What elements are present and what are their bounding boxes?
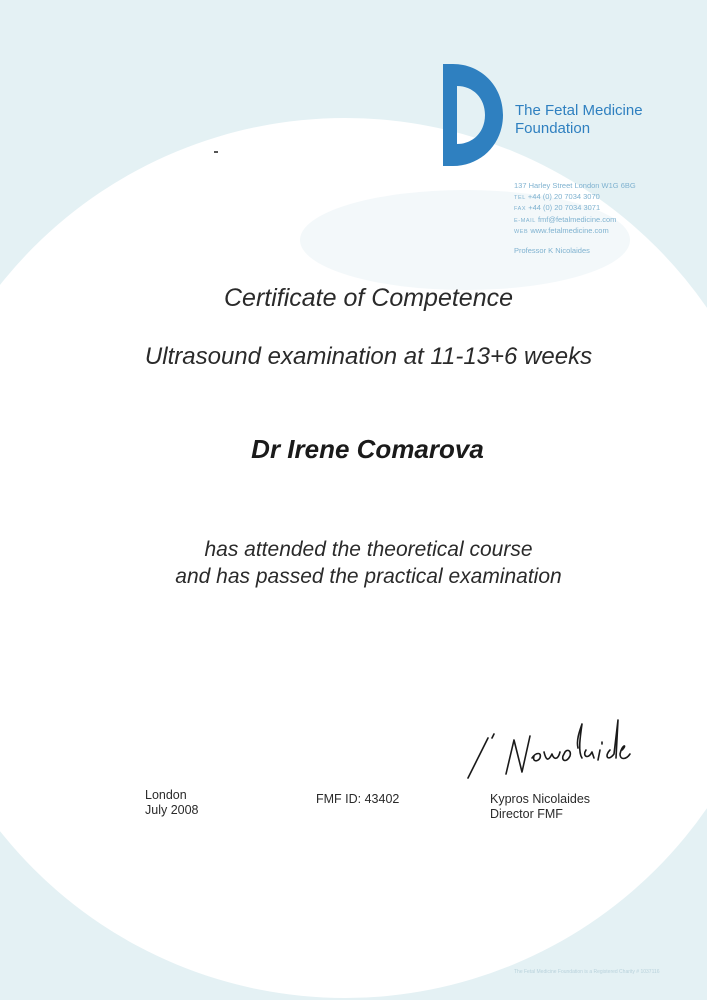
footer-city: London	[145, 788, 187, 802]
tel-label: TEL	[514, 194, 526, 201]
fax-label: FAX	[514, 206, 527, 212]
fmf-id: FMF ID: 43402	[316, 792, 400, 806]
speck-mark	[214, 151, 218, 153]
tel-value: +44 (0) 20 7034 3070	[527, 191, 600, 201]
web-row	[514, 226, 636, 238]
signature-image	[462, 700, 634, 786]
statement-line1: has attended the theoretical course	[204, 538, 533, 561]
tel-row	[514, 192, 636, 204]
footer-signatory	[490, 792, 590, 822]
contact-block	[514, 181, 636, 256]
organization-name	[515, 102, 643, 138]
email-row	[514, 215, 636, 227]
recipient-name: Dr Irene Comarova	[251, 434, 484, 464]
organization-name-line2: Foundation	[515, 120, 591, 137]
web-value: www.fetalmedicine.com	[530, 226, 609, 235]
signatory-title: Director FMF	[490, 807, 563, 821]
signatory-name: Kypros Nicolaides	[490, 792, 591, 806]
fax-value: +44 (0) 20 7034 3071	[528, 203, 601, 212]
web-label: WEB	[514, 229, 529, 235]
statement-line2: and has passed the practical examination	[175, 565, 562, 588]
certificate-title: Certificate of Competence	[223, 284, 514, 312]
organization-name-line1: The Fetal Medicine	[515, 102, 643, 119]
statement	[15, 536, 707, 590]
footer-date: July 2008	[145, 803, 199, 817]
footer-location	[145, 788, 199, 818]
email-value: fmf@fetalmedicine.com	[537, 214, 617, 224]
fax-row	[514, 203, 636, 215]
professor-name: Professor K Nicolaides	[514, 245, 590, 255]
certificate-subtitle: Ultrasound examination at 11-13+6 weeks	[144, 343, 593, 370]
email-label: E-MAIL	[514, 217, 536, 224]
fmf-logo-icon	[443, 64, 503, 166]
charity-note: The Fetal Medicine Foundation is a Registered Charity # 1037116	[514, 969, 660, 975]
address: 137 Harley Street London W1G 6BG	[514, 181, 636, 190]
